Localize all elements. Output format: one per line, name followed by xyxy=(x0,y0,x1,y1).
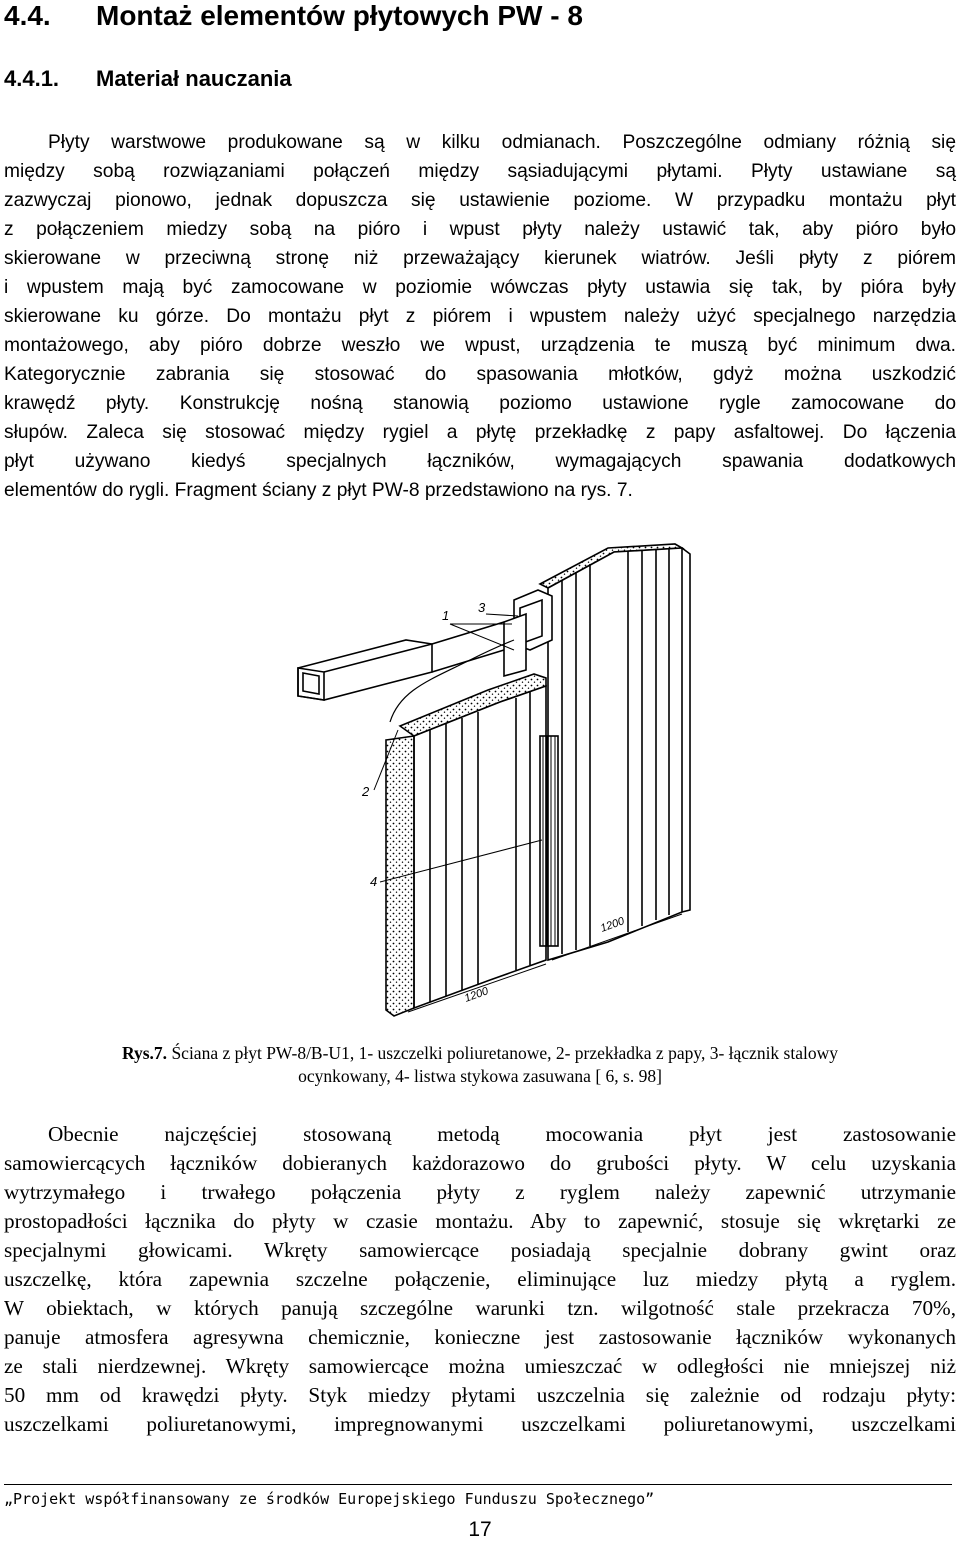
section-heading xyxy=(4,0,583,32)
dimension-label: 1200 xyxy=(462,985,491,1005)
figure-caption xyxy=(0,1042,960,1088)
text-line: specjalnymi głowicami. Wkręty samowiercące posiadają specjalnie dobrany gwint oraz xyxy=(4,1238,956,1262)
section-number: 4.4. xyxy=(4,0,51,31)
body-paragraph xyxy=(4,1120,956,1439)
text-line: między sobą rozwiązaniami połączeń między sąsiadującymi płytami. Płyty ustawiane są xyxy=(4,161,956,182)
intro-paragraph xyxy=(4,128,956,505)
callout-label: 4 xyxy=(370,874,378,889)
text-line: płyt używano kiedyś specjalnych łączników, wymagających spawania dodatkowych xyxy=(4,451,956,472)
text-line: skierowane ku górze. Do montażu płyt z piórem i wpustem należy użyć specjalnego narzędzia xyxy=(4,306,956,327)
text-line: zazwyczaj pionowo, jednak dopuszcza się ustawienie poziome. W przypadku montażu płyt xyxy=(4,190,956,211)
text-line: wytrzymałego i trwałego połączenia płyty z ryglem należy zapewnić utrzymanie xyxy=(4,1180,956,1204)
text-line: skierowane w przeciwną stronę niż przeważający kierunek wiatrów. Jeśli płyty z piórem xyxy=(4,248,956,269)
text-line: z połączeniem miedzy sobą na pióro i wpust płyty należy ustawić tak, aby pióro było xyxy=(4,219,956,240)
text-line: panuje atmosfera agresywna chemicznie, konieczne jest zastosowanie łączników wykonanych xyxy=(4,1325,956,1349)
wall-panel-drawing xyxy=(290,540,710,1040)
text-line: elementów do rygli. Fragment ściany z płyt PW-8 przedstawiono na rys. 7. xyxy=(4,480,633,501)
text-line: montażowego, aby pióro dobrze weszło we wpust, urządzenia te muszą być minimum dwa. xyxy=(4,335,956,356)
text-line: W obiektach, w których panują szczególne warunki tzn. wilgotność stale przekracza 70%, xyxy=(4,1296,956,1320)
text-line: słupów. Zaleca się stosować między rygiel a płytę przekładkę z papy asfaltowej. Do łączenia xyxy=(4,422,956,443)
text-line: Płyty warstwowe produkowane są w kilku odmianach. Poszczególne odmiany różnią się xyxy=(48,132,956,153)
section-title: Montaż elementów płytowych PW - 8 xyxy=(96,0,583,31)
caption-label: Rys.7. xyxy=(121,1043,168,1063)
text-line: Obecnie najczęściej stosowaną metodą mocowania płyt jest zastosowanie xyxy=(48,1122,956,1146)
text-line: prostopadłości łącznika do płyty w czasie montażu. Aby to zapewnić, stosuje się wkrętarki ze xyxy=(4,1209,956,1233)
text-line: ze stali nierdzewnej. Wkręty samowiercące można umieszczać w odległości nie mniejszej niż xyxy=(4,1354,956,1378)
footer-text: „Projekt współfinansowany ze środków Europejskiego Funduszu Społecznego” xyxy=(4,1490,655,1508)
caption-text: ocynkowany, 4- listwa stykowa zasuwana [ 6, s. 98] xyxy=(298,1066,662,1086)
callout-label: 3 xyxy=(478,600,486,615)
page-number: 17 xyxy=(468,1518,492,1541)
dimension-label: 1200 xyxy=(598,915,627,935)
wall-panel-figure xyxy=(290,540,710,1040)
subsection-number: 4.4.1. xyxy=(4,66,60,91)
footer-divider xyxy=(4,1484,952,1485)
caption-text: Ściana z płyt PW-8/B-U1, 1- uszczelki poliuretanowe, 2- przekładka z papy, 3- łącznik stalowy xyxy=(167,1043,839,1063)
callout-label: 2 xyxy=(362,784,370,799)
text-line: i wpustem mają być zamocowane w poziomie wówczas płyty ustawia się tak, by pióra były xyxy=(4,277,956,298)
text-line: uszczelkami poliuretanowymi, impregnowanymi uszczelkami poliuretanowymi, uszczelkami xyxy=(4,1412,956,1436)
subsection-title: Materiał nauczania xyxy=(96,66,292,91)
callout-label: 1 xyxy=(442,608,450,623)
subsection-heading xyxy=(4,66,292,92)
text-line: uszczelkę, która zapewnia szczelne połączenie, eliminujące luz miedzy płytą a ryglem. xyxy=(4,1267,956,1291)
text-line: Kategorycznie zabrania się stosować do spasowania młotków, gdyż można uszkodzić xyxy=(4,364,956,385)
text-line: samowiercących łączników dobieranych każdorazowo do grubości płyty. W celu uzyskania xyxy=(4,1151,956,1175)
text-line: krawędź płyty. Konstrukcję nośną stanowią poziomo ustawione rygle zamocowane do xyxy=(4,393,956,414)
text-line: 50 mm od krawędzi płyty. Styk miedzy płytami uszczelnia się zależnie od rodzaju płyty: xyxy=(4,1383,956,1407)
